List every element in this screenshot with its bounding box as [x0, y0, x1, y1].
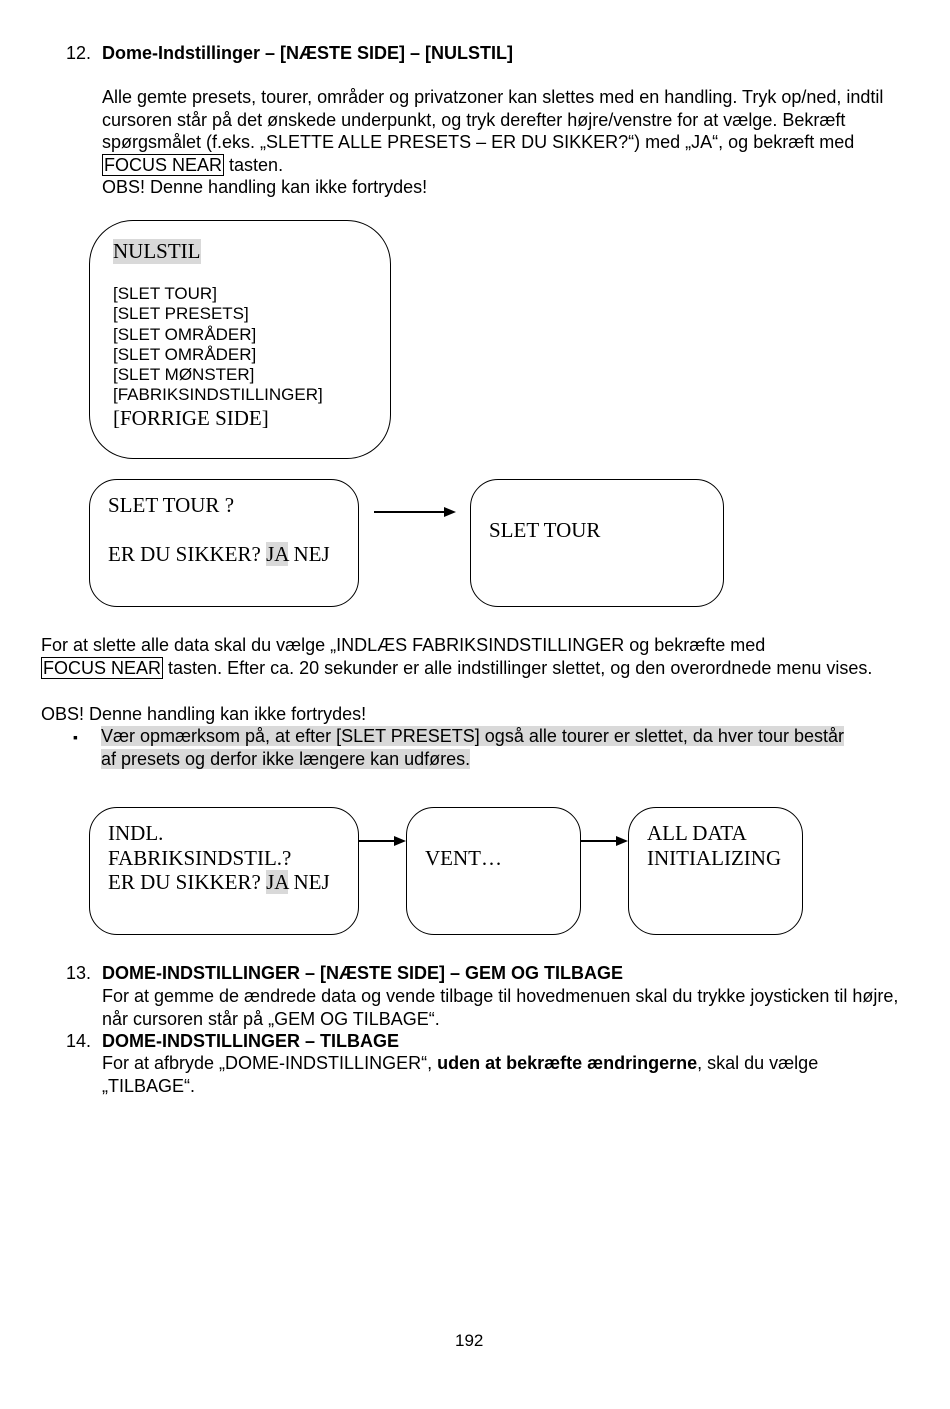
- menu-item: [SLET OMRÅDER]: [113, 324, 257, 344]
- section-13-number: 13.: [66, 963, 92, 983]
- confirm-title: SLET TOUR ?: [108, 493, 235, 517]
- menu-item-previous-page: [FORRIGE SIDE]: [113, 406, 269, 430]
- page-number: 192: [455, 1331, 484, 1350]
- section-13-heading: DOME-INDSTILLINGER – [NÆSTE SIDE] – GEM OG TILBAGE: [102, 963, 624, 983]
- section-14-text-start: For at afbryde „DOME-INDSTILLINGER“,: [102, 1053, 433, 1073]
- wait-text: VENT…: [425, 846, 502, 870]
- factory-reset-paragraph: [41, 634, 901, 679]
- nulstil-menu-items: [113, 284, 323, 406]
- menu-item: [SLET MØNSTER]: [113, 365, 255, 385]
- factory-confirm-question: ER DU SIKKER?: [108, 870, 261, 894]
- factory-confirm-line1: INDL.: [108, 821, 164, 845]
- right-arrow-icon: [374, 505, 458, 519]
- focus-near-key-label-2: FOCUS NEAR: [43, 657, 162, 678]
- menu-item: [SLET OMRÅDER]: [113, 344, 257, 364]
- factory-confirm-no-option: NEJ: [293, 870, 330, 894]
- section-12-paragraph: [102, 86, 902, 176]
- bullet-note: [101, 725, 861, 770]
- section-12-number: 12.: [66, 43, 92, 63]
- factory-confirm-question-line: [108, 870, 330, 895]
- confirm-question-line: [108, 542, 330, 567]
- factory-text-end: tasten. Efter ca. 20 sekunder er alle indstillinger slettet, og den overordnede menu vises.: [168, 657, 873, 678]
- nulstil-menu-title: NULSTIL: [113, 239, 201, 263]
- factory-text: For at slette alle data skal du vælge „INDLÆS FABRIKSINDSTILLINGER og bekræfte med: [41, 635, 766, 655]
- right-arrow-icon: [358, 834, 408, 848]
- bullet-note-text: Vær opmærksom på, at efter [SLET PRESETS] også alle tourer er slettet, da hver tour består af presets og derfor ikke længere kan udføres.: [101, 726, 844, 769]
- section-12-text-end: tasten.: [229, 154, 284, 175]
- confirm-no-option: NEJ: [293, 542, 330, 566]
- menu-item: [FABRIKSINDSTILLINGER]: [113, 385, 323, 405]
- factory-confirm-line2: FABRIKSINDSTIL.?: [108, 846, 292, 870]
- bullet-marker: ▪: [73, 729, 78, 745]
- right-arrow-icon: [580, 834, 630, 848]
- initializing-line2: INITIALIZING: [647, 846, 782, 870]
- menu-item: [SLET PRESETS]: [113, 304, 249, 324]
- initializing-line1: ALL DATA: [647, 821, 747, 845]
- section-14-heading: DOME-INDSTILLINGER – TILBAGE: [102, 1031, 399, 1051]
- nulstil-menu-box: [89, 220, 391, 459]
- initializing-box: [628, 807, 803, 935]
- section-12-obs: OBS! Denne handling kan ikke fortrydes!: [102, 177, 428, 197]
- factory-confirm-box: [89, 807, 359, 935]
- menu-item: [SLET TOUR]: [113, 284, 217, 303]
- focus-near-key-label: FOCUS NEAR: [104, 154, 223, 175]
- section-14-text-end: , skal du vælge „TILBAGE“.: [102, 1053, 819, 1096]
- delete-tour-result-box: [470, 479, 724, 607]
- section-14-number: 14.: [66, 1031, 92, 1051]
- confirm-yes-option: JA: [266, 542, 289, 566]
- result-text: SLET TOUR: [489, 518, 601, 542]
- wait-box: [406, 807, 581, 935]
- section-12-heading: Dome-Indstillinger – [NÆSTE SIDE] – [NULSTIL]: [102, 43, 514, 63]
- section-14-text-bold: uden at bekræfte ændringerne: [437, 1053, 698, 1073]
- section-13-text: For at gemme de ændrede data og vende tilbage til hovedmenuen skal du trykke joysticken til højre, når cursoren står på „GEM OG TILBAGE“.: [102, 986, 899, 1029]
- confirm-delete-tour-box: [89, 479, 359, 607]
- section-12-text: Alle gemte presets, tourer, områder og privatzoner kan slettes med en handling. Tryk op/ned, indtil cursoren står på det ønskede underpunkt, og tryk derefter højre/venstre for at vælge. Bekræft spørgsmålet (f.eks. „SLETTE ALLE PRESETS – ER DU SIKKER?“) med „JA“, og bekræft med: [102, 87, 884, 152]
- factory-confirm-yes-option: JA: [266, 870, 289, 894]
- confirm-question: ER DU SIKKER?: [108, 542, 261, 566]
- section-14-text: [102, 1052, 892, 1097]
- factory-obs: OBS! Denne handling kan ikke fortrydes!: [41, 704, 367, 724]
